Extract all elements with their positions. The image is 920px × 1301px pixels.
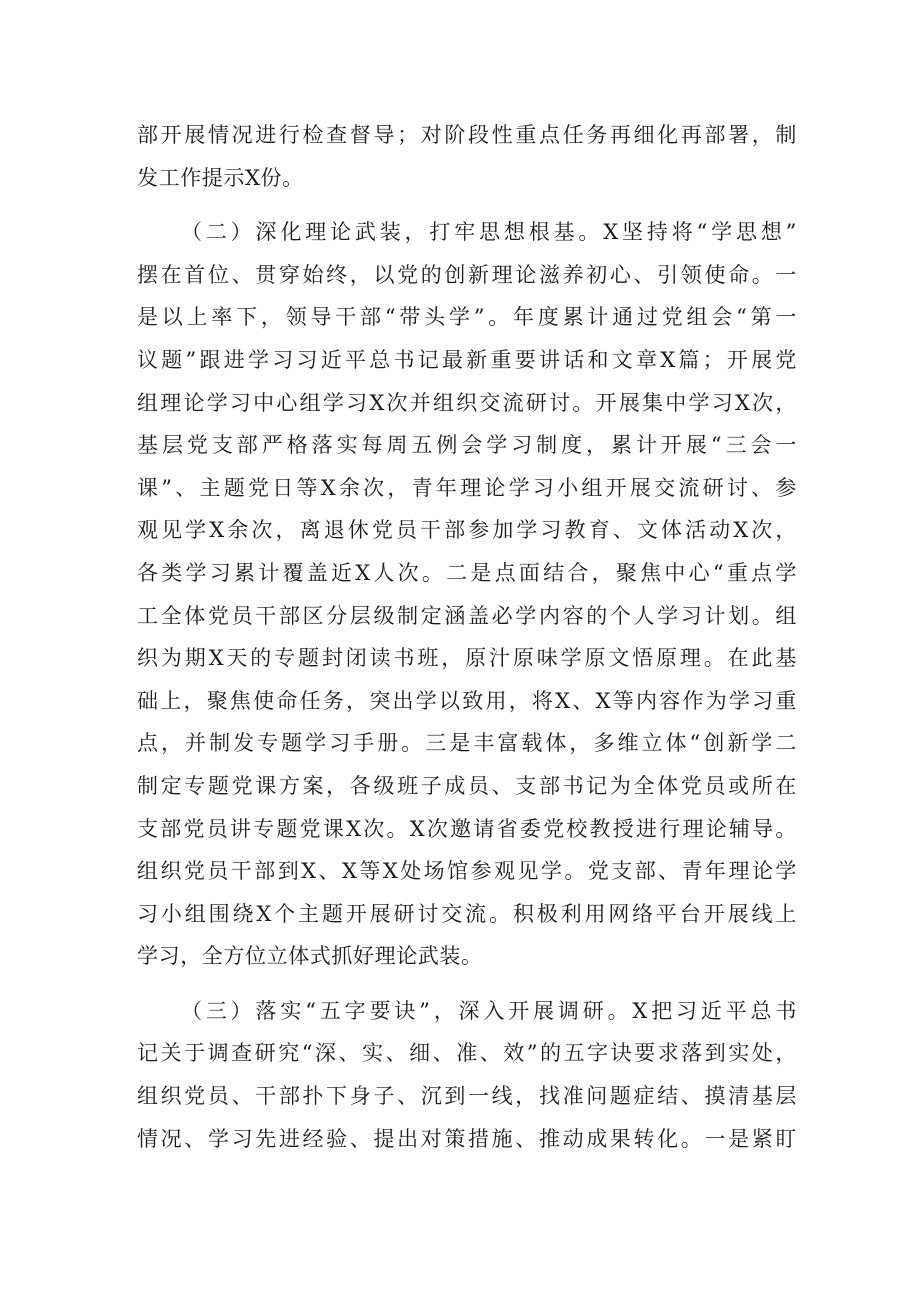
text-line: 摆在首位、贯穿始终，以党的创新理论滋养初心、引领使命。一 xyxy=(137,262,797,287)
paragraph-2 xyxy=(137,211,797,978)
text-line: （二）深化理论武装，打牢思想根基。X坚持将“学思想” xyxy=(181,220,797,245)
text-line: 各类学习累计覆盖近X人次。二是点面结合，聚焦中心“重点学 xyxy=(137,560,797,585)
text-line: 组理论学习中心组学习X次并组织交流研讨。开展集中学习X次， xyxy=(137,390,797,415)
text-line: 点，并制发专题学习手册。三是丰富载体，多维立体“创新学二 xyxy=(137,731,797,756)
document-body xyxy=(137,114,797,1160)
text-line: 支部党员讲专题党课X次。X次邀请省委党校教授进行理论辅导。 xyxy=(137,816,797,841)
text-line: 基层党支部严格落实每周五例会学习制度，累计开展“三会一 xyxy=(137,433,797,458)
paragraph-gap xyxy=(137,199,797,211)
text-line: 工全体党员干部区分层级制定涵盖必学内容的个人学习计划。组 xyxy=(137,603,797,628)
text-line: 组织党员、干部扑下身子、沉到一线，找准问题症结、摸清基层 xyxy=(137,1084,797,1109)
paragraph-gap xyxy=(137,978,797,990)
text-line: 议题”跟进学习习近平总书记最新重要讲话和文章X篇；开展党 xyxy=(137,347,797,372)
text-line: 习小组围绕X个主题开展研讨交流。积极利用网络平台开展线上 xyxy=(137,901,797,926)
text-line: 观见学X余次，离退休党员干部参加学习教育、文体活动X次， xyxy=(137,518,797,543)
text-line: 组织党员干部到X、X等X处场馆参观见学。党支部、青年理论学 xyxy=(137,859,797,884)
text-line: 础上，聚焦使命任务，突出学以致用，将X、X等内容作为学习重 xyxy=(137,688,797,713)
paragraph-3 xyxy=(137,990,797,1160)
text-line: 学习，全方位立体式抓好理论武装。 xyxy=(137,944,483,969)
text-line: 是以上率下，领导干部“带头学”。年度累计通过党组会“第一 xyxy=(137,305,797,330)
text-line: 部开展情况进行检查督导；对阶段性重点任务再细化再部署，制 xyxy=(137,123,797,147)
text-line: 制定专题党课方案，各级班子成员、支部书记为全体党员或所在 xyxy=(137,773,797,798)
text-line: 记关于调查研究“深、实、细、准、效”的五字诀要求落到实处， xyxy=(137,1041,797,1066)
text-line: （三）落实“五字要诀”，深入开展调研。X把习近平总书 xyxy=(181,998,797,1023)
text-line: 发工作提示X份。 xyxy=(137,165,304,190)
paragraph-1 xyxy=(137,114,797,199)
text-line: 织为期X天的专题封闭读书班，原汁原味学原文悟原理。在此基 xyxy=(137,646,797,671)
text-line: 情况、学习先进经验、提出对策措施、推动成果转化。一是紧盯 xyxy=(137,1126,797,1151)
text-line: 课”、主题党日等X余次，青年理论学习小组开展交流研讨、参 xyxy=(137,475,797,500)
